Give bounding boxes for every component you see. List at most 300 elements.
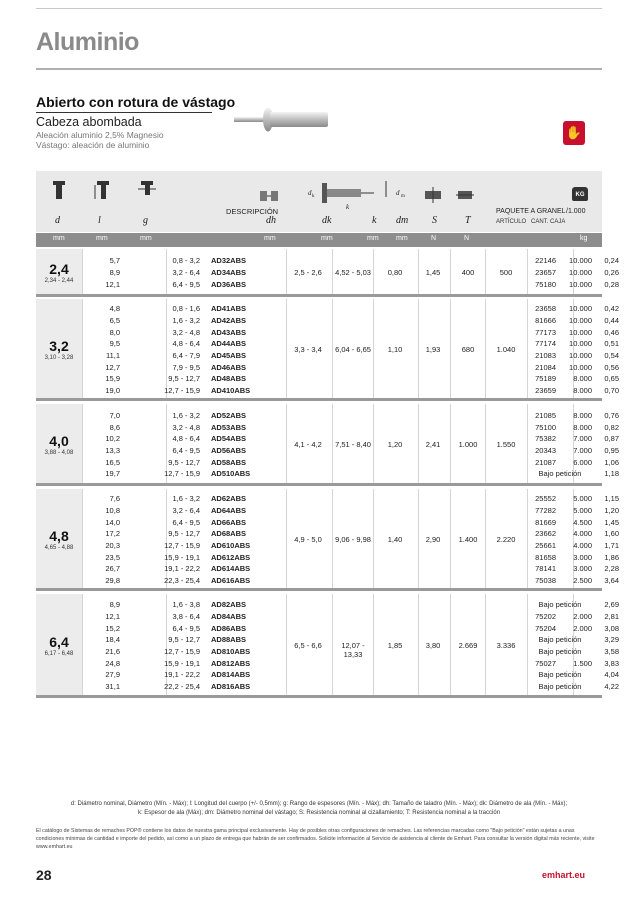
col-desc bbox=[211, 599, 281, 693]
diameter-range: 2,34 - 2,44 bbox=[44, 278, 74, 284]
column-divider bbox=[332, 249, 333, 294]
cell-art: 77282 bbox=[535, 505, 556, 515]
cell-desc: AD42ABS bbox=[211, 315, 247, 325]
cell-kg: 0,26 bbox=[604, 268, 619, 278]
section-divider bbox=[36, 112, 212, 113]
cell-art: 81669 bbox=[535, 517, 556, 527]
cell-on-request bbox=[528, 623, 592, 635]
col-g bbox=[128, 255, 200, 290]
cell-l: 27,9 bbox=[105, 670, 120, 680]
cell-dm: 1,45 bbox=[425, 268, 441, 277]
cell-g: 19,1 - 22,2 bbox=[164, 564, 200, 574]
legend bbox=[36, 800, 602, 818]
cell-kg: 0,82 bbox=[604, 422, 619, 432]
page-number: 28 bbox=[36, 867, 52, 883]
col-g bbox=[128, 303, 200, 397]
cell-dm: 1,93 bbox=[425, 345, 441, 354]
col-l bbox=[82, 493, 120, 587]
cell-l: 29,8 bbox=[105, 576, 120, 585]
cell-dh: 6,5 - 6,6 bbox=[294, 641, 322, 650]
rivet-dimension-diagram bbox=[306, 175, 416, 211]
svg-text:d: d bbox=[308, 189, 312, 197]
cell-g: 19,1 - 22,2 bbox=[164, 670, 200, 680]
nominal-diameter: 4,8 bbox=[49, 528, 69, 544]
cell-l: 8,9 bbox=[109, 268, 120, 278]
cell-cant: 7.000 bbox=[573, 434, 592, 444]
unit-label: N bbox=[431, 235, 437, 242]
cell-kg: 3,58 bbox=[604, 646, 619, 656]
cell-g: 9,5 - 12,7 bbox=[168, 529, 200, 539]
rivet-group bbox=[36, 299, 619, 401]
cell-g: 6,4 - 7,9 bbox=[172, 350, 200, 360]
cell-desc: AD812ABS bbox=[211, 658, 251, 668]
cell-desc: AD616ABS bbox=[211, 576, 251, 585]
svg-text:d: d bbox=[396, 189, 400, 197]
cell-cant: 8.000 bbox=[573, 386, 592, 395]
cell-g: 9,5 - 12,7 bbox=[168, 635, 200, 645]
cell-kg: 3,29 bbox=[604, 635, 619, 645]
cell-kg: 1,60 bbox=[604, 529, 619, 539]
cell-kg: 4,22 bbox=[604, 682, 619, 691]
col-per1000-header: /1.000 bbox=[566, 208, 586, 215]
cell-art: 20343 bbox=[535, 445, 556, 455]
cell-g: 15,9 - 19,1 bbox=[164, 552, 200, 562]
column-divider bbox=[286, 404, 287, 483]
cell-art: 75382 bbox=[535, 434, 556, 444]
cell-l: 21,6 bbox=[105, 646, 120, 656]
cell-t: 1.040 bbox=[496, 345, 516, 354]
cell-art: 25552 bbox=[535, 494, 556, 504]
cell-kg: 0,87 bbox=[604, 434, 619, 444]
cell-desc: AD62ABS bbox=[211, 494, 247, 504]
cell-on-request: Bajo petición bbox=[538, 600, 582, 610]
cell-dh: 2,5 - 2,6 bbox=[294, 268, 322, 277]
cell-desc: AD54ABS bbox=[211, 434, 247, 444]
cell-cant: 10.000 bbox=[569, 256, 592, 266]
cell-on-request bbox=[528, 410, 592, 422]
unit-label: mm bbox=[367, 235, 379, 242]
col-art bbox=[528, 255, 556, 290]
col-g bbox=[128, 493, 200, 587]
cell-g: 3,2 - 4,8 bbox=[172, 422, 200, 432]
cell-cant: 7.000 bbox=[573, 445, 592, 455]
svg-text:m: m bbox=[401, 194, 405, 199]
diameter-range: 4,65 - 4,88 bbox=[44, 545, 74, 551]
cell-on-request bbox=[528, 658, 592, 670]
cell-kg: 0,24 bbox=[604, 256, 619, 266]
cell-g: 0,8 - 1,6 bbox=[172, 304, 200, 314]
cell-l: 16,5 bbox=[105, 457, 120, 467]
cell-l: 8,6 bbox=[109, 422, 120, 432]
cell-cant: 5.000 bbox=[573, 494, 592, 504]
cell-kg: 2,69 bbox=[604, 600, 619, 610]
cell-desc: AD53ABS bbox=[211, 422, 247, 432]
cell-g: 6,4 - 9,5 bbox=[172, 279, 200, 289]
col-desc bbox=[211, 255, 281, 290]
col-on-request bbox=[528, 410, 592, 480]
cell-s: 2.669 bbox=[458, 641, 478, 650]
col-l bbox=[82, 303, 120, 397]
cell-cant: 3.000 bbox=[573, 552, 592, 562]
col-l bbox=[82, 410, 120, 480]
cell-kg: 0,76 bbox=[604, 410, 619, 420]
cell-dk: 7,51 - 8,40 bbox=[335, 440, 371, 449]
cell-dk: 9,06 - 9,98 bbox=[335, 535, 371, 544]
col-package-header: PAQUETE A GRANEL bbox=[496, 208, 566, 215]
cell-l: 15,2 bbox=[105, 623, 120, 633]
material-note bbox=[36, 130, 164, 150]
diameter-range: 6,17 - 6,48 bbox=[44, 651, 74, 657]
cell-l: 8,0 bbox=[109, 327, 120, 337]
unit-label: mm bbox=[321, 235, 333, 242]
col-l-header: l bbox=[98, 215, 101, 226]
cell-dm: 2,90 bbox=[425, 535, 441, 544]
title-divider bbox=[36, 68, 602, 70]
material-note-line: Aleación aluminio 2,5% Magnesio bbox=[36, 130, 164, 140]
cell-kg: 0,28 bbox=[604, 279, 619, 289]
kg-weight-icon: KG bbox=[572, 187, 588, 201]
cell-dk: 4,52 - 5,03 bbox=[335, 268, 371, 277]
cell-on-request bbox=[528, 445, 592, 457]
rivet-group bbox=[36, 489, 619, 591]
cell-g: 3,8 - 6,4 bbox=[172, 611, 200, 621]
cell-art: 75202 bbox=[535, 611, 556, 621]
cell-kg: 1,18 bbox=[604, 469, 619, 479]
cell-cant: 2.000 bbox=[573, 611, 592, 621]
cell-g: 1,6 - 3,2 bbox=[172, 315, 200, 325]
cell-g: 3,2 - 6,4 bbox=[172, 505, 200, 515]
cell-on-request bbox=[528, 611, 592, 623]
cell-l: 9,5 bbox=[109, 339, 120, 349]
cell-kg: 1,71 bbox=[604, 540, 619, 550]
cell-s: 1.000 bbox=[458, 440, 478, 449]
page-title: Aluminio bbox=[36, 28, 139, 56]
cell-art: 75189 bbox=[535, 374, 556, 384]
cell-l: 12,1 bbox=[105, 279, 120, 289]
cell-cant: 10.000 bbox=[569, 362, 592, 372]
cell-art: 25661 bbox=[535, 540, 556, 550]
cell-g: 22,3 - 25,4 bbox=[164, 576, 200, 585]
cell-g: 6,4 - 9,5 bbox=[172, 623, 200, 633]
cell-s: 400 bbox=[461, 268, 475, 277]
cell-desc: AD52ABS bbox=[211, 410, 247, 420]
cell-cant: 1.500 bbox=[573, 658, 592, 668]
col-desc bbox=[211, 410, 281, 480]
cell-kg: 3,64 bbox=[604, 576, 619, 585]
cell-cant: 8.000 bbox=[573, 410, 592, 420]
unit-label: mm bbox=[396, 235, 408, 242]
column-divider bbox=[332, 594, 333, 695]
rivet-group bbox=[36, 404, 619, 486]
cell-art: 21085 bbox=[535, 410, 556, 420]
rivet-group bbox=[36, 594, 619, 698]
cell-l: 19,0 bbox=[105, 386, 120, 395]
cell-cant: 6.000 bbox=[573, 457, 592, 467]
col-g bbox=[128, 599, 200, 693]
cell-cant: 4.000 bbox=[573, 540, 592, 550]
cell-l: 10,2 bbox=[105, 434, 120, 444]
col-art bbox=[528, 303, 556, 397]
cell-t: 3.336 bbox=[496, 641, 516, 650]
cell-k: 1,20 bbox=[387, 440, 403, 449]
cell-art: 77174 bbox=[535, 339, 556, 349]
cell-k: 1,40 bbox=[387, 535, 403, 544]
cell-kg: 3,83 bbox=[604, 658, 619, 668]
cell-on-request bbox=[528, 433, 592, 445]
cell-g: 7,9 - 9,5 bbox=[172, 362, 200, 372]
col-desc bbox=[211, 303, 281, 397]
cell-on-request bbox=[528, 457, 592, 469]
diagram-k-label: k bbox=[346, 203, 350, 211]
cell-l: 20,3 bbox=[105, 540, 120, 550]
cell-dm: 3,80 bbox=[425, 641, 441, 650]
cell-l: 13,3 bbox=[105, 445, 120, 455]
cell-dm: 2,41 bbox=[425, 440, 441, 449]
col-d-header: d bbox=[55, 215, 60, 226]
cell-l: 8,9 bbox=[109, 600, 120, 610]
cell-s: 1.400 bbox=[458, 535, 478, 544]
cell-g: 4,8 - 6,4 bbox=[172, 339, 200, 349]
cell-g: 0,8 - 3,2 bbox=[172, 256, 200, 266]
col-box-qty-header: CANT. CAJA bbox=[531, 219, 566, 225]
cell-art: 23659 bbox=[535, 386, 556, 395]
cell-k: 0,80 bbox=[387, 268, 403, 277]
cell-desc: AD64ABS bbox=[211, 505, 247, 515]
cell-cant: 10.000 bbox=[569, 350, 592, 360]
cell-desc: AD84ABS bbox=[211, 611, 247, 621]
cell-on-request: Bajo petición bbox=[538, 670, 582, 680]
diameter-d-icon bbox=[50, 179, 68, 201]
cell-l: 5,7 bbox=[109, 256, 120, 266]
col-g-header: g bbox=[143, 215, 148, 226]
col-l bbox=[82, 255, 120, 290]
cell-cant: 2.500 bbox=[573, 576, 592, 585]
rivet-image bbox=[232, 100, 332, 140]
cell-on-request: Bajo petición bbox=[538, 646, 582, 656]
cell-art: 23657 bbox=[535, 268, 556, 278]
cell-desc: AD88ABS bbox=[211, 635, 247, 645]
cell-cant: 10.000 bbox=[569, 315, 592, 325]
cell-kg: 0,44 bbox=[604, 315, 619, 325]
cell-kg: 0,46 bbox=[604, 327, 619, 337]
diameter-range: 3,88 - 4,08 bbox=[44, 450, 74, 456]
cell-kg: 1,86 bbox=[604, 552, 619, 562]
rivet-group bbox=[36, 249, 619, 297]
column-divider bbox=[286, 594, 287, 695]
col-k-header: k bbox=[372, 215, 377, 226]
cell-desc: AD816ABS bbox=[211, 682, 251, 691]
cell-cant: 8.000 bbox=[573, 422, 592, 432]
cell-art: 23662 bbox=[535, 529, 556, 539]
cell-desc: AD32ABS bbox=[211, 256, 247, 266]
col-article-header: ARTÍCULO bbox=[496, 219, 527, 225]
cell-art: 21083 bbox=[535, 350, 556, 360]
cell-desc: AD36ABS bbox=[211, 279, 247, 289]
cell-kg: 4,04 bbox=[604, 670, 619, 680]
cell-desc: AD410ABS bbox=[211, 386, 251, 395]
cell-cant: 8.000 bbox=[573, 374, 592, 384]
cell-cant: 2.000 bbox=[573, 623, 592, 633]
cell-kg: 0,65 bbox=[604, 374, 619, 384]
cell-kg: 1,20 bbox=[604, 505, 619, 515]
cell-art: 21084 bbox=[535, 362, 556, 372]
cell-art: 22146 bbox=[535, 256, 556, 266]
hand-tool-icon: ✋ bbox=[563, 121, 585, 145]
cell-g: 6,4 - 9,5 bbox=[172, 445, 200, 455]
cell-l: 15,9 bbox=[105, 374, 120, 384]
cell-art: 23658 bbox=[535, 304, 556, 314]
cell-on-request: Bajo petición bbox=[538, 635, 582, 645]
cell-l: 18,4 bbox=[105, 635, 120, 645]
column-divider bbox=[286, 489, 287, 588]
cell-g: 1,6 - 3,2 bbox=[172, 494, 200, 504]
cell-dh: 4,9 - 5,0 bbox=[294, 535, 322, 544]
cell-dk: 12,07 - 13,33 bbox=[341, 641, 365, 659]
cell-desc: AD43ABS bbox=[211, 327, 247, 337]
cell-dk: 6,04 - 6,65 bbox=[335, 345, 371, 354]
cell-kg: 2,81 bbox=[604, 611, 619, 621]
cell-desc: AD56ABS bbox=[211, 445, 247, 455]
cell-cant: 10.000 bbox=[569, 327, 592, 337]
cell-desc: AD86ABS bbox=[211, 623, 247, 633]
col-on-request bbox=[528, 599, 592, 693]
nominal-diameter: 4,0 bbox=[49, 433, 69, 449]
cell-cant: 10.000 bbox=[569, 268, 592, 278]
unit-label: mm bbox=[140, 235, 152, 242]
cell-cant: 3.000 bbox=[573, 564, 592, 574]
unit-label: N bbox=[464, 235, 470, 242]
col-dh-header: dh bbox=[266, 215, 276, 226]
column-divider bbox=[332, 404, 333, 483]
cell-art: 75038 bbox=[535, 576, 556, 585]
cell-l: 31,1 bbox=[105, 682, 120, 691]
nominal-diameter: 2,4 bbox=[49, 261, 69, 277]
cell-desc: AD48ABS bbox=[211, 374, 247, 384]
site-url: emhart.eu bbox=[542, 870, 586, 880]
cell-g: 22,2 - 25,4 bbox=[164, 682, 200, 691]
cell-g: 9,5 - 12,7 bbox=[168, 457, 200, 467]
cell-kg: 1,06 bbox=[604, 457, 619, 467]
cell-kg: 0,42 bbox=[604, 304, 619, 314]
unit-label: mm bbox=[53, 235, 65, 242]
col-kg bbox=[581, 493, 619, 587]
col-l bbox=[82, 599, 120, 693]
cell-g: 3,2 - 4,8 bbox=[172, 327, 200, 337]
col-dm-header: dm bbox=[396, 215, 409, 226]
col-kg bbox=[581, 303, 619, 397]
cell-kg: 0,95 bbox=[604, 445, 619, 455]
cell-art: 78141 bbox=[535, 564, 556, 574]
cell-art: 77173 bbox=[535, 327, 556, 337]
col-s-header: S bbox=[432, 215, 437, 226]
cell-art: 21087 bbox=[535, 457, 556, 467]
col-desc bbox=[211, 493, 281, 587]
cell-kg: 1,15 bbox=[604, 494, 619, 504]
cell-kg: 2,28 bbox=[604, 564, 619, 574]
legend-note: El catálogo de Sistemas de remaches POP® contiene los datos de nuestra gama principal exclusivamente. Hay de posibles otras configuraciones de remaches. Las referencias marcadas como "Bajo petición" están sujetas a unas condiciones mínimas de cantidad e importe del pedido, así como a un plazo de entrega que habrán de ser confirmados. Solicite información al Servicio de asistencia al cliente de Emhart. Para consultar la versión digital más reciente, visite www.emhart.eu bbox=[36, 828, 595, 850]
cell-kg: 1,45 bbox=[604, 517, 619, 527]
cell-cant: 4.000 bbox=[573, 529, 592, 539]
cell-desc: AD610ABS bbox=[211, 540, 251, 550]
col-description-header: DESCRIPCIÓN bbox=[226, 207, 279, 216]
cell-g: 15,9 - 19,1 bbox=[164, 658, 200, 668]
col-dk-header: dk bbox=[322, 215, 332, 226]
cell-l: 7,0 bbox=[109, 410, 120, 420]
cell-desc: AD41ABS bbox=[211, 304, 247, 314]
section-subtitle: Cabeza abombada bbox=[36, 115, 142, 129]
tensile-t-icon bbox=[456, 185, 474, 207]
cell-g: 4,8 - 6,4 bbox=[172, 434, 200, 444]
cell-on-request: Bajo petición bbox=[538, 469, 582, 479]
cell-kg: 0,56 bbox=[604, 362, 619, 372]
cell-t: 2.220 bbox=[496, 535, 516, 544]
cell-kg: 0,70 bbox=[604, 386, 619, 395]
cell-g: 1,6 - 3,2 bbox=[172, 410, 200, 420]
cell-on-request: Bajo petición bbox=[538, 682, 582, 691]
cell-desc: AD58ABS bbox=[211, 457, 247, 467]
unit-label: mm bbox=[264, 235, 276, 242]
cell-cant: 10.000 bbox=[569, 279, 592, 289]
column-divider bbox=[286, 299, 287, 398]
cell-g: 6,4 - 9,5 bbox=[172, 517, 200, 527]
cell-desc: AD614ABS bbox=[211, 564, 251, 574]
cell-k: 1,85 bbox=[387, 641, 403, 650]
cell-desc: AD814ABS bbox=[211, 670, 251, 680]
cell-desc: AD66ABS bbox=[211, 517, 247, 527]
cell-kg: 0,54 bbox=[604, 350, 619, 360]
cell-art: 75100 bbox=[535, 422, 556, 432]
top-rule bbox=[36, 8, 602, 9]
cell-desc: AD810ABS bbox=[211, 646, 251, 656]
column-divider bbox=[286, 249, 287, 294]
cell-g: 12,7 - 15,9 bbox=[164, 540, 200, 550]
unit-label: kg bbox=[580, 235, 588, 242]
cell-on-request bbox=[528, 422, 592, 434]
cell-l: 11,1 bbox=[105, 350, 120, 360]
cell-l: 23,5 bbox=[105, 552, 120, 562]
cell-desc: AD82ABS bbox=[211, 600, 247, 610]
cell-desc: AD612ABS bbox=[211, 552, 251, 562]
unit-label: mm bbox=[96, 235, 108, 242]
cell-art: 81658 bbox=[535, 552, 556, 562]
cell-l: 17,2 bbox=[105, 529, 120, 539]
diameter-range: 3,10 - 3,28 bbox=[44, 355, 74, 361]
cell-desc: AD34ABS bbox=[211, 268, 247, 278]
cell-desc: AD46ABS bbox=[211, 362, 247, 372]
cell-g: 1,6 - 3,8 bbox=[172, 600, 200, 610]
section-title: Abierto con rotura de vástago bbox=[36, 94, 236, 110]
cell-g: 12,7 - 15,9 bbox=[164, 646, 200, 656]
cell-cant: 5.000 bbox=[573, 505, 592, 515]
grip-g-icon bbox=[138, 179, 156, 201]
cell-desc: AD510ABS bbox=[211, 469, 251, 479]
cell-s: 680 bbox=[461, 345, 475, 354]
cell-cant: 4.500 bbox=[573, 517, 592, 527]
cell-cant: 10.000 bbox=[569, 304, 592, 314]
cell-desc: AD44ABS bbox=[211, 339, 247, 349]
length-l-icon bbox=[94, 179, 112, 201]
cell-desc: AD45ABS bbox=[211, 350, 247, 360]
nominal-diameter: 3,2 bbox=[49, 338, 69, 354]
cell-cant: 10.000 bbox=[569, 339, 592, 349]
cell-l: 24,8 bbox=[105, 658, 120, 668]
col-art bbox=[528, 493, 556, 587]
table-header bbox=[36, 171, 602, 232]
cell-l: 10,8 bbox=[105, 505, 120, 515]
cell-dh: 4,1 - 4,2 bbox=[294, 440, 322, 449]
legend-line: k: Espesor de ala (Máx); dm: Diámetro nominal del vástago; S: Resistencia nominal al cizallamiento; T: Resistencia nominal a la tracción bbox=[137, 810, 501, 816]
cell-l: 19,7 bbox=[105, 469, 120, 479]
